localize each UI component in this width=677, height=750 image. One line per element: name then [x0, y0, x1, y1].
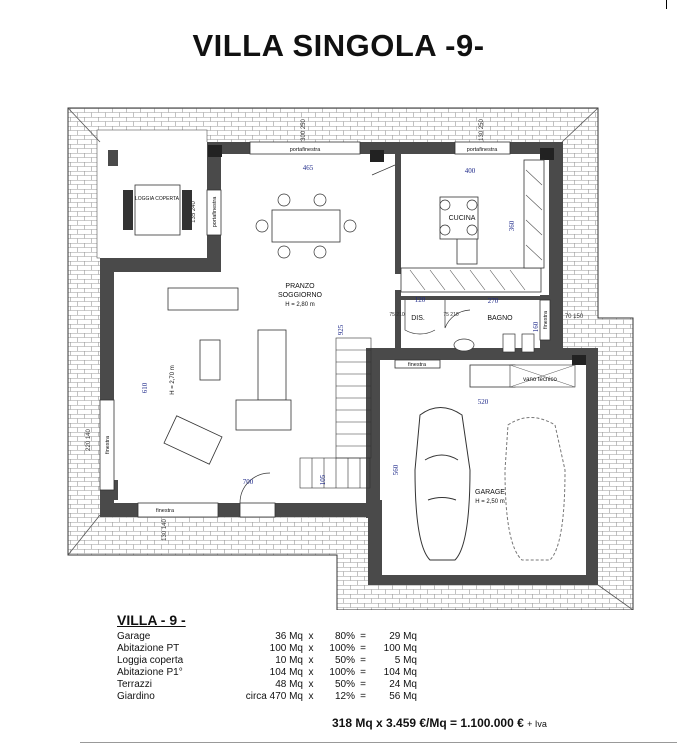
summary-result: 29 Mq	[389, 631, 417, 642]
dim-270: 270	[487, 297, 499, 305]
summary-eq: =	[360, 655, 366, 666]
summary-eq: =	[360, 691, 366, 702]
summary-pct: 100%	[329, 643, 355, 654]
label-finestra-garage: finestra	[407, 362, 427, 368]
summary-area: 100 Mq	[269, 643, 303, 654]
summary-result: 24 Mq	[389, 679, 417, 690]
label-finestra-bagno: finestra	[543, 310, 549, 330]
summary-x: x	[308, 631, 314, 642]
summary-label: Giardino	[117, 691, 155, 702]
label-garage: GARAGE	[475, 489, 505, 496]
summary-rows	[117, 631, 537, 703]
summary-result: 5 Mq	[394, 655, 417, 666]
summary-row	[117, 655, 537, 667]
total-suffix: + Iva	[527, 719, 547, 729]
dim-400: 400	[464, 167, 476, 175]
label-finestra-left: finestra	[105, 435, 111, 455]
dim-520: 520	[477, 398, 489, 406]
dim-75-210-a: 75 210	[389, 312, 405, 318]
summary-label: Abitazione P1°	[117, 667, 183, 678]
summary-row	[117, 691, 537, 703]
dim-120: 120	[414, 296, 426, 304]
summary-result: 104 Mq	[383, 667, 417, 678]
label-living-h: H = 2,70 m	[170, 365, 176, 395]
dim-160: 160	[532, 321, 540, 333]
summary-pct: 12%	[334, 691, 355, 702]
dim-465: 465	[302, 164, 314, 172]
dim-105: 105	[319, 474, 327, 486]
dim-610: 610	[141, 382, 149, 394]
total-text: 318 Mq x 3.459 €/Mq = 1.100.000 €	[332, 716, 524, 730]
dim-925: 925	[337, 324, 345, 336]
summary-eq: =	[360, 631, 366, 642]
dim-75-210-b: 75 210	[443, 312, 459, 318]
label-vano-tecnico: vano tecnico	[523, 377, 557, 383]
label-dis: DIS.	[411, 315, 425, 322]
summary-label: Garage	[117, 631, 151, 642]
dim-700: 700	[242, 478, 254, 486]
summary-eq: =	[360, 643, 366, 654]
summary-eq: =	[360, 667, 366, 678]
dim-135-240: 135 240	[191, 201, 197, 223]
dim-360: 360	[508, 220, 516, 232]
summary-result: 56 Mq	[389, 691, 417, 702]
summary-heading: VILLA - 9 -	[117, 612, 186, 628]
summary-x: x	[308, 679, 314, 690]
summary-pct: 50%	[334, 679, 355, 690]
summary-x: x	[308, 667, 314, 678]
label-finestra-bottom: finestra	[155, 508, 175, 514]
summary-label: Abitazione PT	[117, 643, 180, 654]
label-pranzo: PRANZO	[285, 283, 315, 290]
summary-label: Loggia coperta	[117, 655, 184, 666]
summary-eq: =	[360, 679, 366, 690]
label-soggiorno: SOGGIORNO	[278, 292, 322, 299]
summary-label: Terrazzi	[117, 679, 153, 690]
summary-row	[117, 643, 537, 655]
summary-area: 48 Mq	[275, 679, 303, 690]
label-cucina: CUCINA	[448, 215, 476, 222]
page-title: VILLA SINGOLA -9-	[192, 28, 485, 63]
summary-area: circa 470 Mq	[245, 691, 303, 702]
footer-rule	[80, 742, 677, 743]
dim-220-140: 220 140	[86, 429, 92, 451]
label-portafinestra-2: portafinestra	[466, 147, 498, 153]
label-loggia: LOGGIA COPERTA	[135, 196, 179, 202]
dim-130-140: 130 140	[162, 519, 168, 541]
area-summary	[117, 612, 537, 703]
summary-result: 100 Mq	[383, 643, 417, 654]
label-garage-h: H = 2,50 m	[475, 499, 505, 505]
corner-mark	[666, 0, 667, 9]
label-bagno: BAGNO	[487, 315, 513, 322]
summary-area: 104 Mq	[269, 667, 303, 678]
summary-x: x	[308, 643, 314, 654]
total-price	[332, 716, 547, 730]
label-pranzo-h: H = 2,80 m	[285, 302, 315, 308]
dim-560: 560	[392, 464, 400, 476]
summary-area: 36 Mq	[275, 631, 303, 642]
summary-pct: 100%	[329, 667, 355, 678]
summary-area: 10 Mq	[275, 655, 303, 666]
summary-pct: 80%	[334, 631, 355, 642]
dim-130-250: 130 250	[479, 119, 485, 141]
label-portafinestra-3: portafinestra	[212, 196, 218, 228]
summary-row	[117, 631, 537, 643]
label-portafinestra-1: portafinestra	[289, 147, 321, 153]
dim-300-250: 300 250	[301, 119, 307, 141]
summary-row	[117, 679, 537, 691]
summary-x: x	[308, 655, 314, 666]
summary-pct: 50%	[334, 655, 355, 666]
summary-row	[117, 667, 537, 679]
summary-x: x	[308, 691, 314, 702]
dim-70-150: 70 150	[564, 314, 584, 320]
